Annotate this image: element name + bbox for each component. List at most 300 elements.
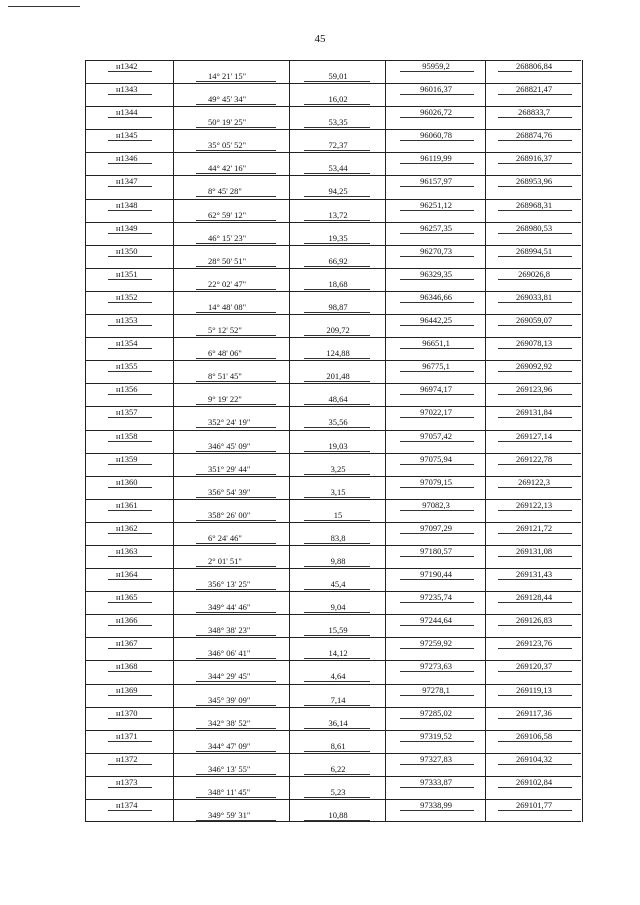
underline: [304, 427, 370, 428]
point-cell: [85, 660, 174, 683]
underline: [498, 210, 572, 211]
distance: 13,72: [328, 209, 348, 220]
underline: [196, 104, 276, 105]
point-name: н1347: [116, 176, 138, 187]
underline: [304, 150, 370, 151]
y-cell: [485, 753, 583, 776]
x-cell: [385, 106, 486, 129]
table-row: [85, 476, 581, 499]
distance: 201,48: [326, 371, 350, 382]
point-cell: [85, 222, 174, 245]
table-row: [85, 175, 581, 198]
underline: [304, 335, 370, 336]
x-coordinate: 95959,2: [422, 61, 450, 71]
underline: [400, 348, 474, 349]
point-cell: [85, 568, 174, 591]
x-cell: [385, 476, 486, 499]
underline: [196, 404, 276, 405]
y-cell: [485, 776, 583, 799]
underline: [304, 520, 370, 521]
underline: [498, 648, 572, 649]
point-cell: [85, 637, 174, 660]
y-cell: [485, 152, 583, 175]
underline: [108, 464, 152, 465]
table-row: [85, 245, 581, 268]
y-cell: [485, 476, 583, 499]
y-cell: [485, 637, 583, 660]
point-cell: [85, 684, 174, 707]
distance: 19,35: [328, 232, 348, 243]
coordinates-table: [85, 60, 581, 822]
underline: [400, 186, 474, 187]
underline: [196, 543, 276, 544]
angle-cell: [173, 730, 290, 753]
x-coordinate: 97180,57: [420, 545, 452, 556]
direction-angle: 22° 02' 47": [208, 278, 247, 289]
y-cell: [485, 175, 583, 198]
distance: 3,15: [330, 486, 346, 497]
y-cell: [485, 291, 583, 314]
x-coordinate: 96775,1: [422, 361, 450, 372]
point-cell: [85, 360, 174, 383]
table-row: [85, 129, 581, 152]
y-cell: [485, 614, 583, 637]
underline: [498, 764, 572, 765]
point-cell: [85, 522, 174, 545]
x-cell: [385, 684, 486, 707]
direction-angle: 348° 11' 45": [208, 786, 251, 797]
point-name: н1349: [116, 222, 138, 233]
distance: 9,04: [330, 602, 346, 613]
distance: 45,4: [330, 579, 346, 590]
angle-cell: [173, 291, 290, 314]
x-coordinate: 96442,25: [420, 315, 452, 326]
underline: [400, 94, 474, 95]
table-row: [85, 545, 581, 568]
underline: [196, 520, 276, 521]
underline: [108, 256, 152, 257]
y-coordinate: 269120,37: [515, 661, 553, 672]
direction-angle: 62° 59' 12": [208, 209, 247, 220]
point-name: н1355: [116, 361, 138, 372]
x-coordinate: 96026,72: [420, 107, 452, 118]
y-cell: [485, 522, 583, 545]
distance-cell: [289, 83, 386, 106]
x-cell: [385, 60, 486, 83]
direction-angle: 6° 48' 06": [208, 348, 242, 359]
underline: [400, 163, 474, 164]
y-cell: [485, 83, 583, 106]
table-row: [85, 660, 581, 683]
underline: [196, 474, 276, 475]
x-coordinate: 96157,97: [420, 176, 452, 187]
underline: [498, 787, 572, 788]
underline: [304, 774, 370, 775]
angle-cell: [173, 360, 290, 383]
underline: [304, 635, 370, 636]
angle-cell: [173, 430, 290, 453]
underline: [304, 312, 370, 313]
underline: [498, 302, 572, 303]
distance: 18,68: [328, 278, 348, 289]
point-cell: [85, 60, 174, 83]
underline: [196, 358, 276, 359]
underline: [304, 658, 370, 659]
direction-angle: 49° 45' 34": [208, 94, 247, 105]
direction-angle: 35° 05' 52": [208, 140, 247, 151]
y-coordinate: 269026,8: [518, 268, 550, 279]
underline: [196, 243, 276, 244]
underline: [108, 371, 152, 372]
angle-cell: [173, 222, 290, 245]
point-name: н1363: [116, 545, 138, 556]
point-cell: [85, 614, 174, 637]
distance-cell: [289, 60, 386, 83]
distance: 4,64: [330, 671, 346, 682]
underline: [196, 612, 276, 613]
y-cell: [485, 499, 583, 522]
distance: 98,87: [328, 301, 348, 312]
table-row: [85, 106, 581, 129]
angle-cell: [173, 476, 290, 499]
angle-cell: [173, 175, 290, 198]
distance: 9,88: [330, 555, 346, 566]
underline: [108, 210, 152, 211]
x-coordinate: 97075,94: [420, 453, 452, 464]
point-name: н1366: [116, 615, 138, 626]
direction-angle: 342° 38' 52": [208, 717, 251, 728]
table-row: [85, 684, 581, 707]
angle-cell: [173, 60, 290, 83]
underline: [304, 220, 370, 221]
point-name: н1342: [116, 61, 138, 71]
underline: [400, 279, 474, 280]
underline: [400, 556, 474, 557]
distance-cell: [289, 591, 386, 614]
distance-cell: [289, 453, 386, 476]
point-name: н1365: [116, 592, 138, 603]
y-cell: [485, 222, 583, 245]
point-cell: [85, 383, 174, 406]
table-row: [85, 614, 581, 637]
underline: [400, 625, 474, 626]
x-cell: [385, 83, 486, 106]
point-name: н1346: [116, 153, 138, 164]
angle-cell: [173, 614, 290, 637]
distance-cell: [289, 660, 386, 683]
y-coordinate: 269078,13: [515, 338, 553, 349]
underline: [400, 648, 474, 649]
y-coordinate: 269131,84: [515, 407, 553, 418]
distance: 53,44: [328, 163, 348, 174]
underline: [304, 127, 370, 128]
x-coordinate: 97333,87: [420, 776, 452, 787]
table-row: [85, 222, 581, 245]
underline: [108, 441, 152, 442]
underline: [304, 589, 370, 590]
distance: 5,23: [330, 786, 346, 797]
x-cell: [385, 291, 486, 314]
table-row: [85, 199, 581, 222]
x-coordinate: 96329,35: [420, 268, 452, 279]
distance: 15: [333, 509, 343, 520]
distance: 83,8: [330, 532, 346, 543]
x-cell: [385, 545, 486, 568]
underline: [304, 81, 370, 82]
y-coordinate: 268994,51: [515, 245, 553, 256]
x-coordinate: 97338,99: [420, 800, 452, 810]
distance: 8,61: [330, 740, 346, 751]
underline: [400, 117, 474, 118]
point-name: н1352: [116, 291, 138, 302]
x-coordinate: 96251,12: [420, 199, 452, 210]
distance-cell: [289, 199, 386, 222]
angle-cell: [173, 499, 290, 522]
y-coordinate: 269092,92: [515, 361, 553, 372]
point-name: н1345: [116, 130, 138, 141]
x-cell: [385, 568, 486, 591]
underline: [400, 71, 474, 72]
underline: [108, 94, 152, 95]
x-cell: [385, 614, 486, 637]
distance: 16,02: [328, 94, 348, 105]
point-cell: [85, 245, 174, 268]
direction-angle: 352° 24' 19": [208, 417, 251, 428]
y-cell: [485, 684, 583, 707]
underline: [108, 648, 152, 649]
x-cell: [385, 199, 486, 222]
direction-angle: 9° 19' 22": [208, 394, 242, 405]
direction-angle: 14° 21' 15": [208, 71, 247, 81]
table-row: [85, 776, 581, 799]
underline: [400, 671, 474, 672]
point-cell: [85, 291, 174, 314]
underline: [108, 556, 152, 557]
y-coordinate: 269119,13: [516, 684, 552, 695]
underline: [400, 810, 474, 811]
angle-cell: [173, 314, 290, 337]
underline: [108, 810, 152, 811]
underline: [498, 71, 572, 72]
direction-angle: 346° 06' 41": [208, 648, 251, 659]
x-cell: [385, 360, 486, 383]
underline: [196, 566, 276, 567]
underline: [196, 427, 276, 428]
angle-cell: [173, 106, 290, 129]
underline: [196, 127, 276, 128]
underline: [304, 381, 370, 382]
direction-angle: 28° 50' 51": [208, 255, 247, 266]
underline: [108, 417, 152, 418]
table-row: [85, 499, 581, 522]
y-cell: [485, 430, 583, 453]
underline: [304, 474, 370, 475]
y-coordinate: 269033,81: [515, 291, 553, 302]
direction-angle: 344° 29' 45": [208, 671, 251, 682]
table-row: [85, 152, 581, 175]
underline: [304, 451, 370, 452]
point-name: н1357: [116, 407, 138, 418]
underline: [498, 718, 572, 719]
point-name: н1354: [116, 338, 138, 349]
underline: [498, 94, 572, 95]
table-row: [85, 337, 581, 360]
y-coordinate: 269122,3: [518, 476, 550, 487]
direction-angle: 14° 48' 08": [208, 301, 247, 312]
underline: [196, 705, 276, 706]
distance-cell: [289, 129, 386, 152]
distance-cell: [289, 268, 386, 291]
point-name: н1364: [116, 569, 138, 580]
underline: [400, 487, 474, 488]
direction-angle: 2° 01' 51": [208, 555, 242, 566]
distance-cell: [289, 175, 386, 198]
point-cell: [85, 199, 174, 222]
underline: [196, 289, 276, 290]
underline: [108, 671, 152, 672]
underline: [498, 579, 572, 580]
point-name: н1344: [116, 107, 138, 118]
x-coordinate: 97273,63: [420, 661, 452, 672]
underline: [196, 797, 276, 798]
x-cell: [385, 591, 486, 614]
underline: [108, 787, 152, 788]
underline: [400, 464, 474, 465]
y-coordinate: 269122,13: [515, 499, 553, 510]
underline: [304, 566, 370, 567]
underline: [400, 510, 474, 511]
direction-angle: 6° 24' 46": [208, 532, 242, 543]
distance: 36,14: [328, 717, 348, 728]
underline: [498, 394, 572, 395]
y-cell: [485, 314, 583, 337]
direction-angle: 346° 13' 55": [208, 763, 251, 774]
underline: [108, 625, 152, 626]
angle-cell: [173, 660, 290, 683]
distance: 72,37: [328, 140, 348, 151]
y-coordinate: 268916,37: [515, 153, 553, 164]
distance: 10,88: [328, 810, 348, 820]
point-name: н1348: [116, 199, 138, 210]
table-row: [85, 430, 581, 453]
point-name: н1373: [116, 776, 138, 787]
x-coordinate: 97244,64: [420, 615, 452, 626]
underline: [304, 173, 370, 174]
underline: [108, 741, 152, 742]
underline: [108, 140, 152, 141]
x-cell: [385, 175, 486, 198]
x-cell: [385, 406, 486, 429]
point-cell: [85, 106, 174, 129]
table-row: [85, 591, 581, 614]
angle-cell: [173, 199, 290, 222]
underline: [498, 671, 572, 672]
point-cell: [85, 499, 174, 522]
underline: [400, 741, 474, 742]
y-cell: [485, 60, 583, 83]
y-cell: [485, 268, 583, 291]
y-coordinate: 269117,36: [516, 707, 552, 718]
y-coordinate: 268806,84: [515, 61, 553, 71]
point-cell: [85, 776, 174, 799]
point-cell: [85, 406, 174, 429]
underline: [108, 394, 152, 395]
x-cell: [385, 129, 486, 152]
distance-cell: [289, 337, 386, 360]
table-row: [85, 799, 581, 822]
underline: [196, 497, 276, 498]
distance-cell: [289, 106, 386, 129]
direction-angle: 356° 54' 39": [208, 486, 251, 497]
point-name: н1360: [116, 476, 138, 487]
distance: 53,35: [328, 117, 348, 128]
underline: [498, 602, 572, 603]
x-coordinate: 97235,74: [420, 592, 452, 603]
underline: [498, 140, 572, 141]
point-cell: [85, 430, 174, 453]
angle-cell: [173, 383, 290, 406]
point-name: н1362: [116, 522, 138, 533]
underline: [400, 325, 474, 326]
y-coordinate: 269059,07: [515, 315, 553, 326]
underline: [304, 681, 370, 682]
underline: [108, 718, 152, 719]
underline: [498, 695, 572, 696]
distance-cell: [289, 222, 386, 245]
underline: [498, 163, 572, 164]
angle-cell: [173, 776, 290, 799]
underline: [196, 220, 276, 221]
underline: [304, 289, 370, 290]
underline: [108, 302, 152, 303]
x-coordinate: 97079,15: [420, 476, 452, 487]
angle-cell: [173, 245, 290, 268]
underline: [108, 71, 152, 72]
underline: [196, 381, 276, 382]
point-name: н1343: [116, 84, 138, 95]
x-coordinate: 97327,83: [420, 753, 452, 764]
table-row: [85, 406, 581, 429]
angle-cell: [173, 545, 290, 568]
underline: [108, 510, 152, 511]
point-cell: [85, 175, 174, 198]
distance-cell: [289, 430, 386, 453]
underline: [108, 233, 152, 234]
underline: [304, 358, 370, 359]
point-cell: [85, 152, 174, 175]
underline: [196, 728, 276, 729]
table-row: [85, 522, 581, 545]
x-cell: [385, 152, 486, 175]
x-coordinate: 96974,17: [420, 384, 452, 395]
distance: 6,22: [330, 763, 346, 774]
table-row: [85, 383, 581, 406]
distance-cell: [289, 637, 386, 660]
distance: 35,56: [328, 417, 348, 428]
underline: [498, 625, 572, 626]
y-cell: [485, 730, 583, 753]
table-row: [85, 291, 581, 314]
point-name: н1371: [116, 730, 138, 741]
x-cell: [385, 245, 486, 268]
point-cell: [85, 129, 174, 152]
x-coordinate: 96257,35: [420, 222, 452, 233]
direction-angle: 345° 39' 09": [208, 694, 251, 705]
underline: [400, 302, 474, 303]
y-coordinate: 269131,43: [515, 569, 553, 580]
direction-angle: 349° 59' 31": [208, 810, 251, 820]
direction-angle: 349° 44' 46": [208, 602, 251, 613]
